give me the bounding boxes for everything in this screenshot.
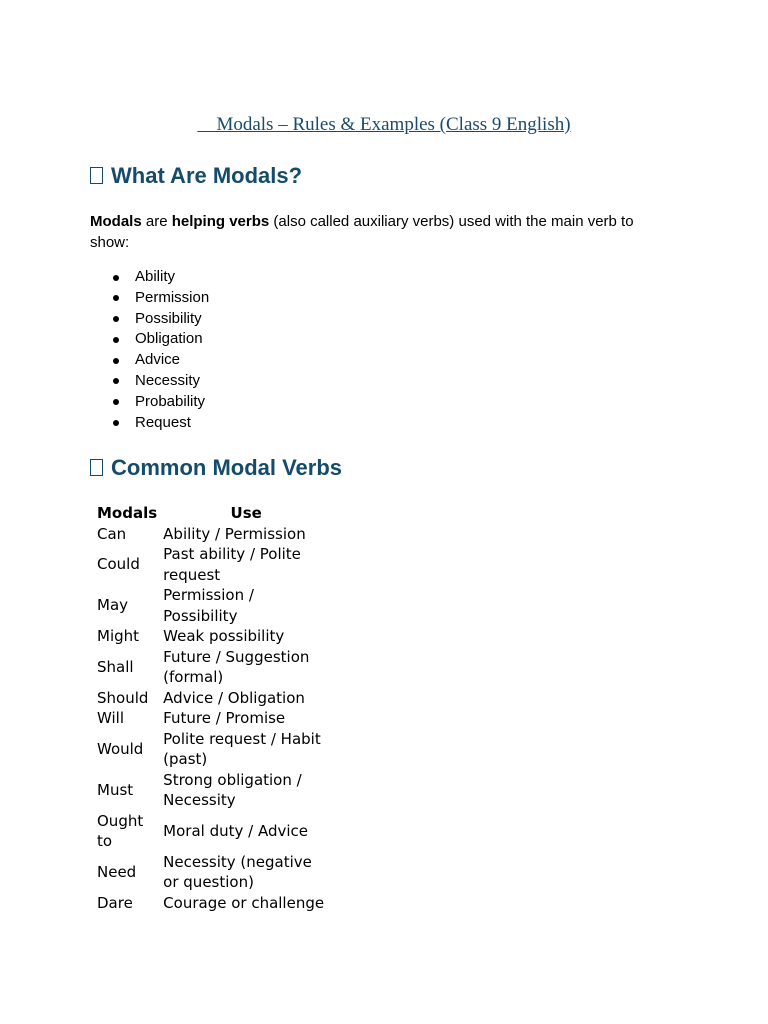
use-cell: Weak possibility — [163, 627, 285, 645]
use-cell: Moral duty / Advice — [163, 821, 309, 840]
intro-bold-helping-verbs: helping verbs — [171, 213, 270, 230]
table-row — [94, 647, 332, 688]
section-heading-text: What Are Modals? — [111, 163, 303, 188]
missing-glyph-box-icon — [90, 167, 103, 184]
list-item: Permission — [90, 288, 209, 309]
table-row — [94, 544, 332, 585]
intro-text-2: (also called auxiliary verbs) used with the main verb to show: — [90, 213, 634, 251]
modal-functions-list — [90, 267, 209, 433]
intro-paragraph — [90, 211, 650, 253]
column-header-modals: Modals — [97, 504, 158, 522]
use-cell: Permission / Possibility — [163, 586, 254, 625]
modal-cell: Ought to — [97, 811, 144, 850]
use-cell: Past ability / Polite request — [163, 545, 301, 584]
use-cell: Courage or challenge — [163, 893, 325, 912]
table-row — [94, 770, 332, 811]
modal-cell: Might — [97, 627, 140, 645]
modal-cell: Will — [97, 709, 125, 727]
use-cell: Future / Promise — [163, 709, 286, 727]
use-cell: Necessity (negative or question) — [163, 852, 312, 891]
modal-cell: Dare — [97, 893, 133, 912]
table-row — [94, 811, 332, 852]
page-title[interactable]: Modals – Rules & Examples (Class 9 English) — [197, 114, 571, 135]
column-header-use: Use — [230, 504, 262, 522]
modal-verbs-table — [94, 503, 332, 913]
modal-cell: Would — [97, 739, 144, 758]
modal-cell: Can — [97, 524, 127, 543]
section-heading-common-modal-verbs — [90, 455, 342, 481]
use-cell: Ability / Permission — [163, 524, 306, 543]
list-item: Obligation — [90, 329, 209, 350]
table-row — [94, 524, 332, 545]
table-header-row — [94, 503, 332, 524]
table-row — [94, 893, 332, 914]
intro-text-1: are — [141, 213, 172, 230]
modal-cell: Should — [97, 688, 149, 707]
missing-glyph-box-icon — [90, 459, 103, 476]
intro-bold-modals: Modals — [90, 213, 142, 230]
modal-cell: Must — [97, 780, 134, 799]
list-item: Advice — [90, 350, 209, 371]
table-row — [94, 729, 332, 770]
table-row — [94, 626, 332, 647]
use-cell: Future / Suggestion (formal) — [163, 647, 310, 686]
list-item: Probability — [90, 392, 209, 413]
use-cell: Polite request / Habit (past) — [163, 729, 321, 768]
modal-cell: Shall — [97, 657, 134, 676]
table-row — [94, 688, 332, 709]
use-cell: Advice / Obligation — [163, 688, 305, 707]
list-item: Necessity — [90, 371, 209, 392]
section-heading-text: Common Modal Verbs — [111, 455, 343, 480]
use-cell: Strong obligation / Necessity — [163, 770, 302, 809]
table-row — [94, 852, 332, 893]
list-item: Request — [90, 413, 209, 434]
modal-cell: Could — [97, 555, 140, 574]
modal-cell: Need — [97, 862, 137, 881]
list-item: Ability — [90, 267, 209, 288]
table-row — [94, 708, 332, 729]
section-heading-what-are-modals — [90, 163, 302, 189]
modal-cell: May — [97, 596, 129, 615]
list-item: Possibility — [90, 309, 209, 330]
table-row — [94, 585, 332, 626]
